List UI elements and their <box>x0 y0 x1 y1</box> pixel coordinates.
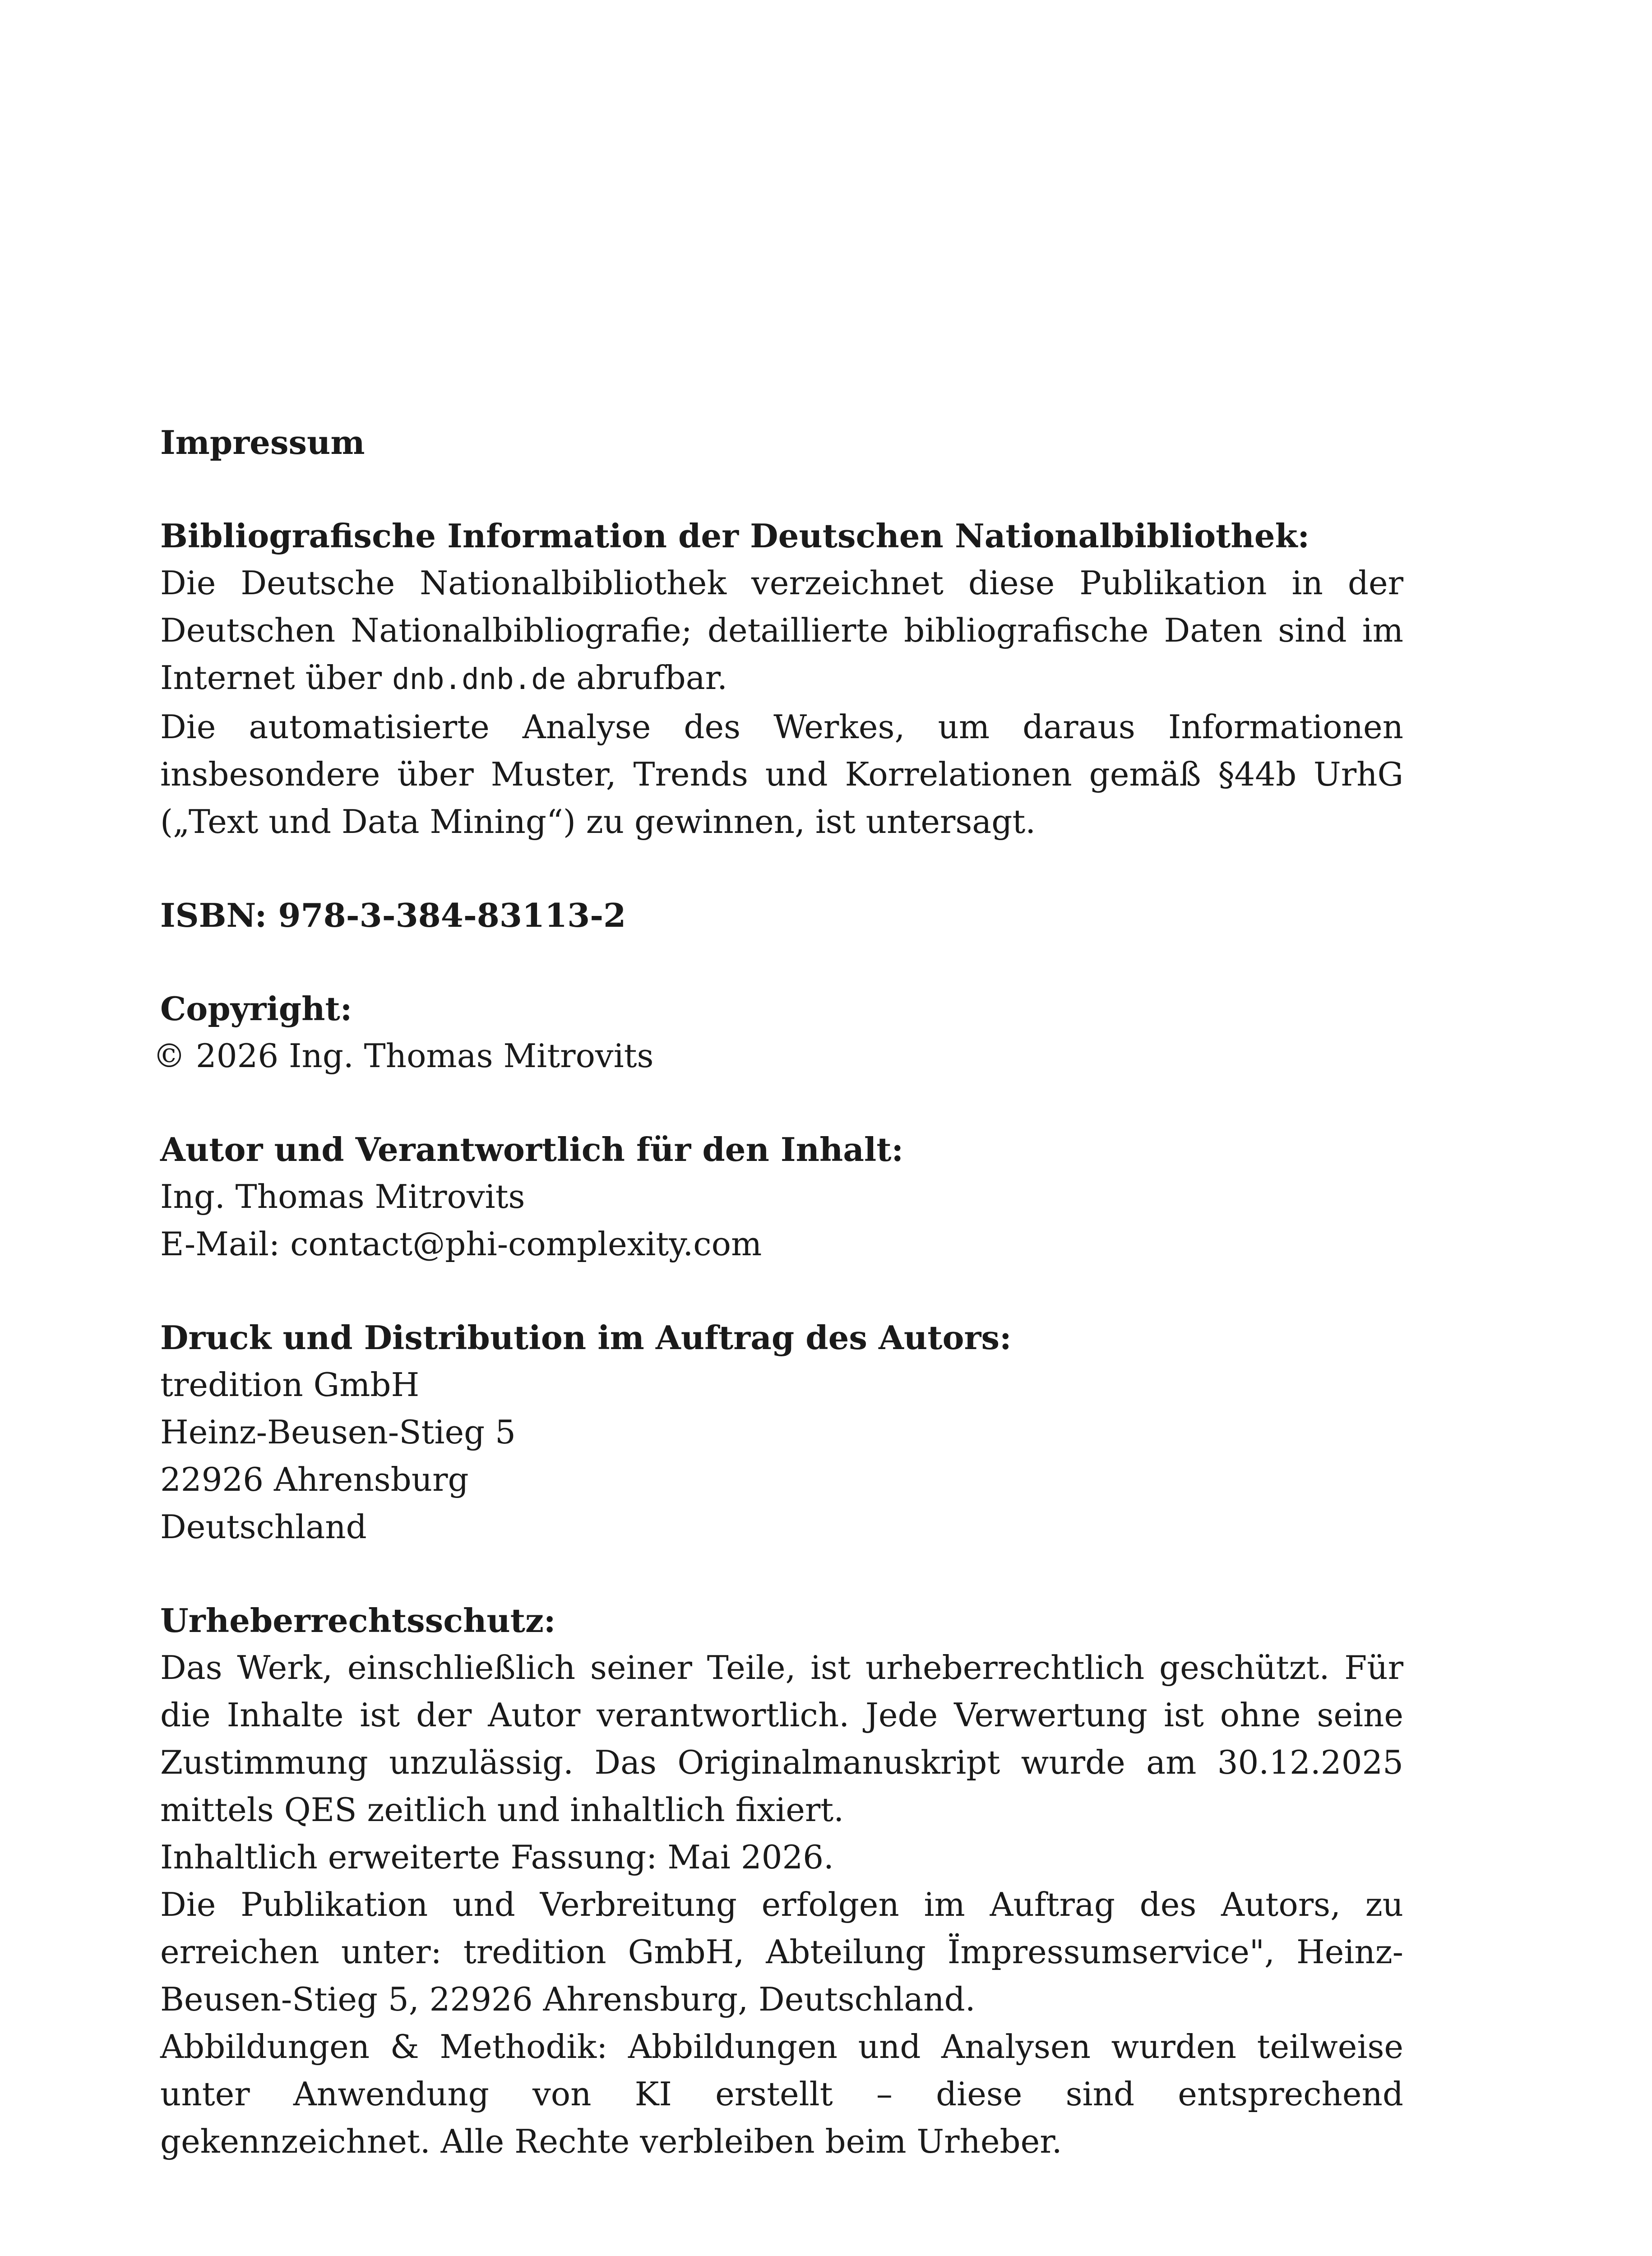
copyright-section <box>153 985 1403 1080</box>
urheberrecht-para-4: Abbildungen & Methodik: Abbildungen und Analysen wurden teilweise unter Anwendung von KI erstellt – diese sind entsprechend gekennzeichnet. Alle Rechte verbleiben beim Urheber. <box>160 2028 1403 2160</box>
bibliografie-text-1 <box>160 559 1403 703</box>
urheberrecht-para-2: Inhaltlich erweiterte Fassung: Mai 2026. <box>160 1838 834 1876</box>
bibliografie-text-2: Die automatisierte Analyse des Werkes, um daraus Informationen insbesondere über Muster, Trends und Korrelationen gemäß §44b UrhG („Text und Data Mining“) zu gewinnen, ist untersagt. <box>160 708 1403 841</box>
impressum-title: Impressum <box>160 423 365 462</box>
druck-company: tredition GmbH <box>160 1366 420 1404</box>
bibliografie-heading: Bibliografische Information der Deutschen Nationalbibliothek: <box>160 517 1310 555</box>
autor-section <box>160 1126 1403 1268</box>
isbn-number: ISBN: 978-3-384-83113-2 <box>160 896 626 934</box>
urheberrecht-para-3: Die Publikation und Verbreitung erfolgen im Auftrag des Autors, zu erreichen unter: tredition GmbH, Abteilung Ïmpressumservice", Heinz-Beusen-Stieg 5, 22926 Ahrensburg, Deutschland. <box>160 1886 1403 2018</box>
druck-section <box>160 1314 1403 1551</box>
urheberrecht-para-1: Das Werk, einschließlich seiner Teile, ist urheberrechtlich geschützt. Für die Inhalte ist der Autor verantwortlich. Jede Verwertung ist ohne seine Zustimmung unzulässig. Das Originalmanuskript wurde am 30.12.2025 mittels QES zeitlich und inhaltlich fixiert. <box>160 1649 1403 1829</box>
autor-name: Ing. Thomas Mitrovits <box>160 1178 525 1216</box>
autor-email: E-Mail: contact@phi-complexity.com <box>160 1225 762 1263</box>
druck-city: 22926 Ahrensburg <box>160 1461 469 1498</box>
dnb-url: dnb.dnb.de <box>392 663 566 696</box>
isbn-section <box>160 892 1403 939</box>
urheberrecht-heading: Urheberrechtsschutz: <box>160 1601 556 1640</box>
urheberrecht-section <box>160 1597 1403 2165</box>
bibliografie-text-before: Die Deutsche Nationalbibliothek verzeichnet diese Publikation in der Deutschen Nationalbibliografie; detaillierte bibliografische Daten sind im Internet über <box>160 564 1403 697</box>
copyright-line: © 2026 Ing. Thomas Mitrovits <box>153 1037 654 1075</box>
copyright-heading: Copyright: <box>160 989 352 1028</box>
impressum-section <box>160 419 1403 466</box>
autor-heading: Autor und Verantwortlich für den Inhalt: <box>160 1130 904 1169</box>
druck-country: Deutschland <box>160 1508 367 1546</box>
impressum-page <box>153 419 1403 2211</box>
bibliografie-section <box>160 512 1403 846</box>
bibliografie-text-after: abrufbar. <box>566 659 728 697</box>
druck-heading: Druck und Distribution im Auftrag des Autors: <box>160 1318 1012 1357</box>
druck-street: Heinz-Beusen-Stieg 5 <box>160 1413 516 1451</box>
